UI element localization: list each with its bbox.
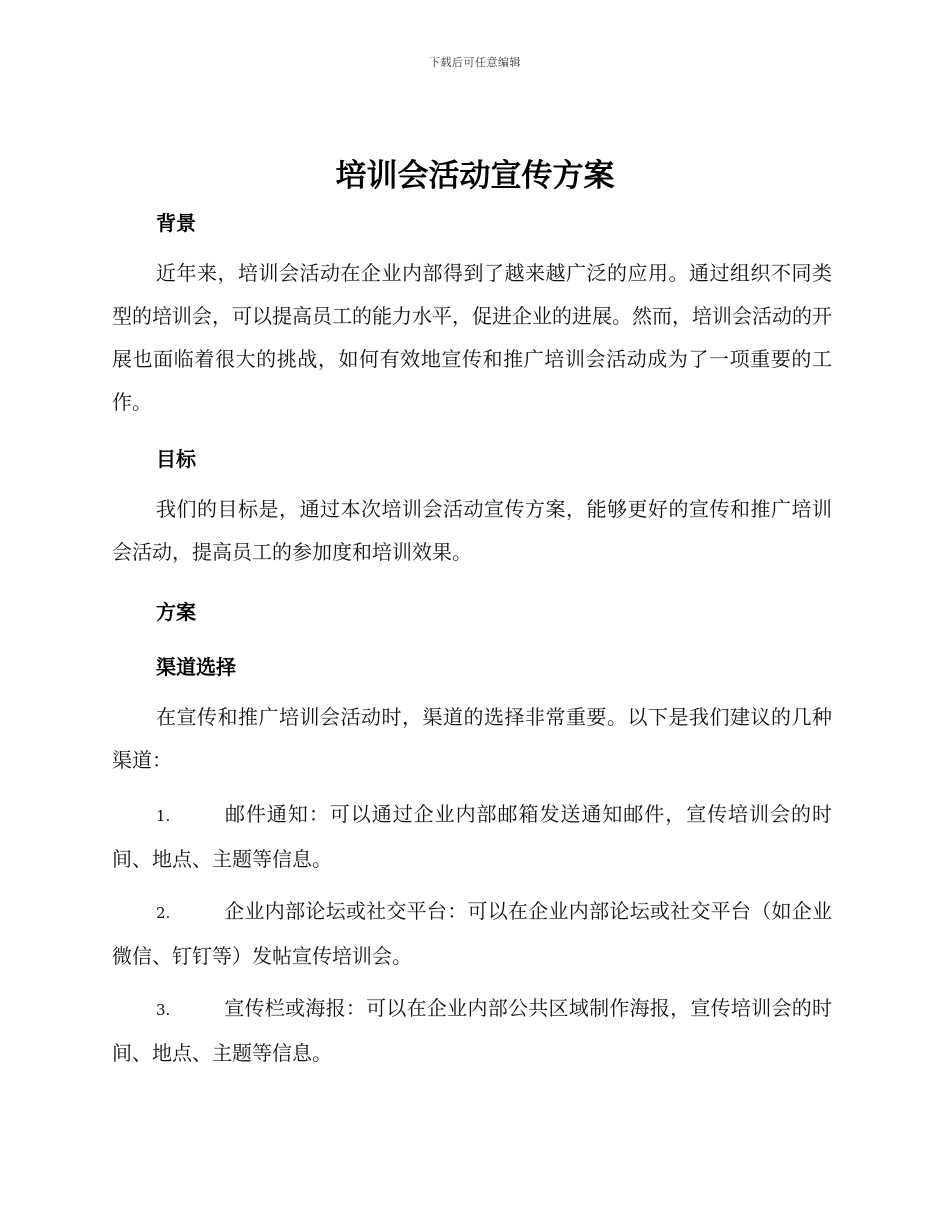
list-item-number: 3. <box>156 1001 171 1019</box>
list-item-text: 宣传栏或海报：可以在企业内部公共区域制作海报，宣传培训会的时间、地点、主题等信息。 <box>112 996 832 1065</box>
list-item-text: 企业内部论坛或社交平台：可以在企业内部论坛或社交平台（如企业微信、钉钉等）发帖宣传培训会。 <box>112 899 832 968</box>
list-item <box>112 890 832 978</box>
list-item <box>112 987 832 1075</box>
list-item-number: 2. <box>156 904 171 922</box>
heading-background: 背景 <box>156 211 196 235</box>
paragraph-goal: 我们的目标是，通过本次培训会活动宣传方案，能够更好的宣传和推广培训会活动，提高员工的参加度和培训效果。 <box>112 497 832 564</box>
list-item-number: 1. <box>156 807 171 825</box>
heading-channel-selection: 渠道选择 <box>156 655 236 679</box>
list-item-text: 邮件通知：可以通过企业内部邮箱发送通知邮件，宣传培训会的时间、地点、主题等信息。 <box>112 802 832 871</box>
heading-plan: 方案 <box>156 600 196 624</box>
paragraph-channel-selection: 在宣传和推广培训会活动时，渠道的选择非常重要。以下是我们建议的几种渠道： <box>112 705 832 772</box>
paragraph-background: 近年来，培训会活动在企业内部得到了越来越广泛的应用。通过组织不同类型的培训会，可以提高员工的能力水平，促进企业的进展。然而，培训会活动的开展也面临着很大的挑战，如何有效地宣传和推广培训会活动成为了一项重要的工作。 <box>112 261 832 414</box>
list-item <box>112 793 832 881</box>
header-note: 下载后可任意编辑 <box>429 56 521 69</box>
heading-goal: 目标 <box>156 447 196 471</box>
document-title: 培训会活动宣传方案 <box>335 158 615 194</box>
